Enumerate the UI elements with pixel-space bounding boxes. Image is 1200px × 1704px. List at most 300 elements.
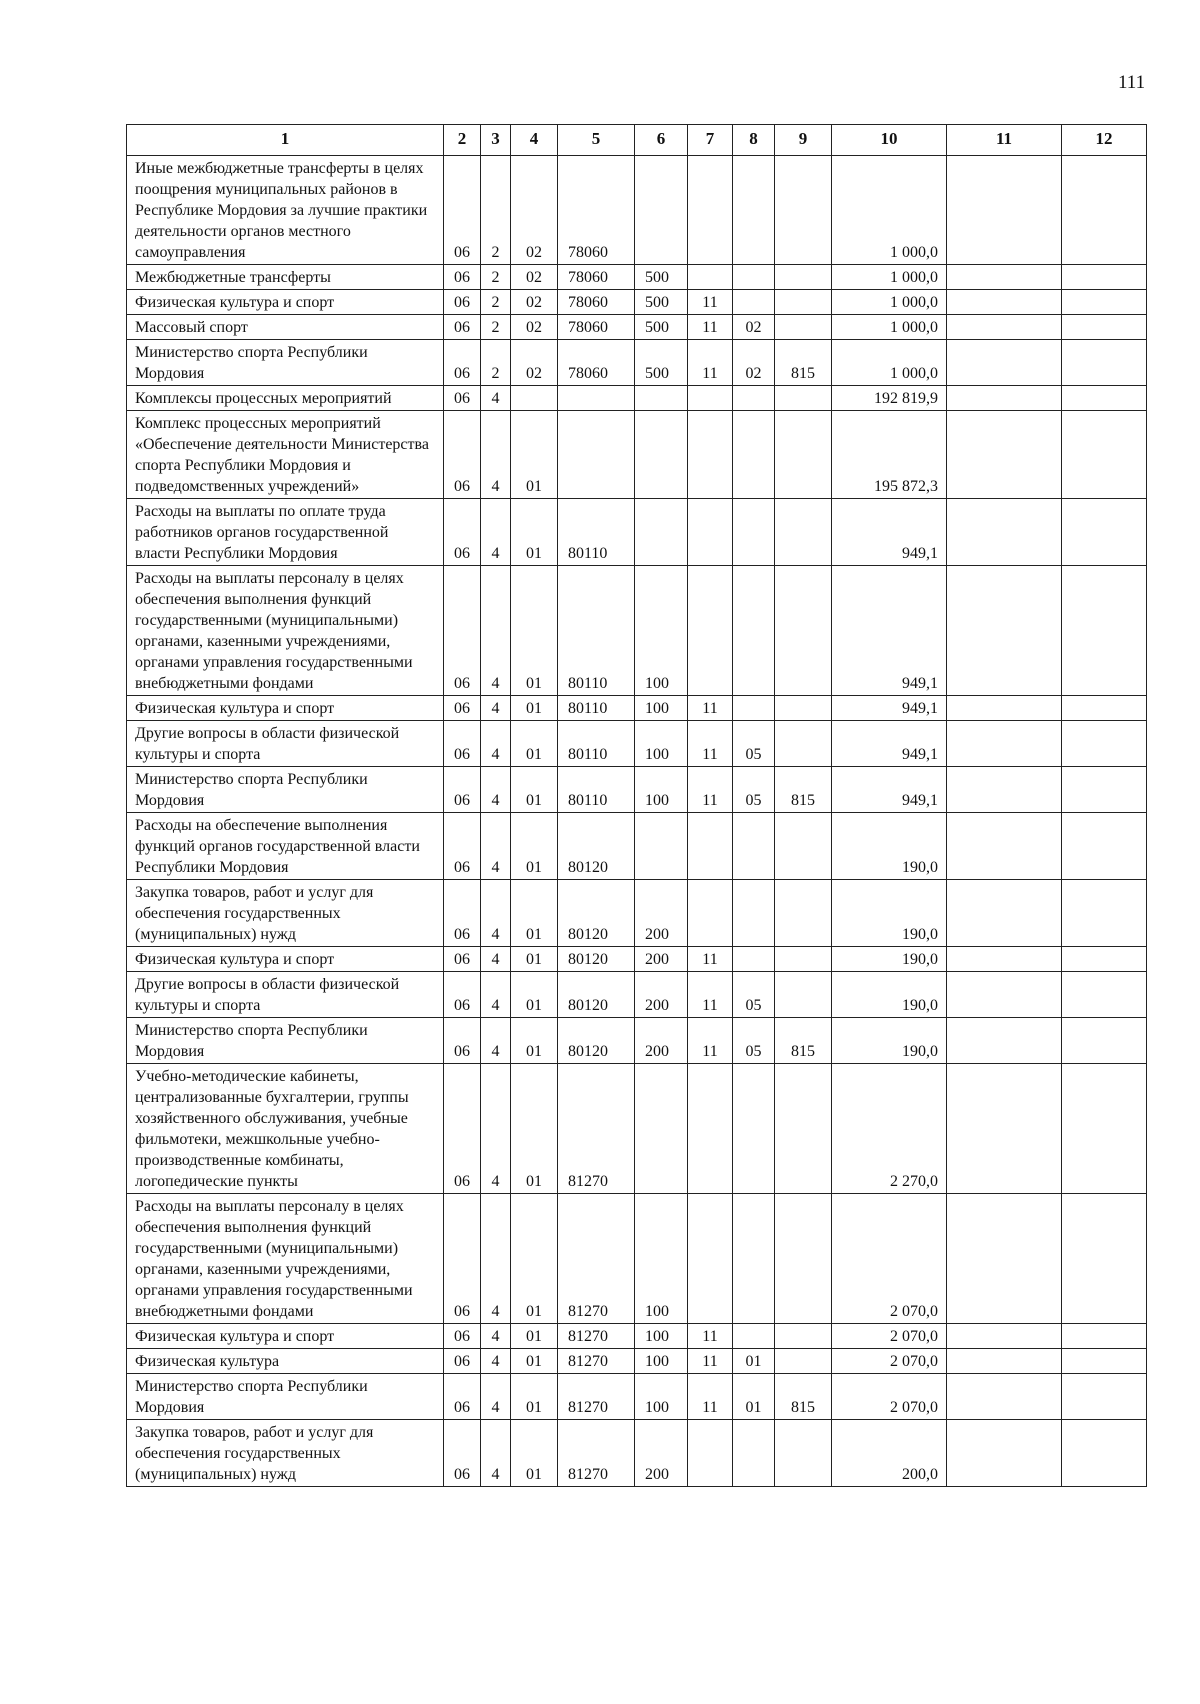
amount-cell-11 bbox=[947, 1420, 1062, 1487]
row-name-cell: Расходы на выплаты персоналу в целях обеспечения выполнения функций государственными (муниципальными) органами, казенными учреждениями, органами управления государственными внебюджетными фондами bbox=[127, 1194, 444, 1324]
ministry-code-cell bbox=[775, 813, 832, 880]
table-row bbox=[127, 767, 1147, 813]
event-code-cell: 01 bbox=[511, 813, 558, 880]
row-name-cell: Массовый спорт bbox=[127, 315, 444, 340]
event-code-cell: 01 bbox=[511, 1018, 558, 1064]
expense-type-cell: 500 bbox=[635, 315, 688, 340]
ministry-code-cell bbox=[775, 386, 832, 411]
amount-cell-11 bbox=[947, 1374, 1062, 1420]
section-code-cell: 06 bbox=[444, 880, 481, 947]
table-row bbox=[127, 499, 1147, 566]
amount-cell: 195 872,3 bbox=[832, 411, 947, 499]
division-cell: 11 bbox=[688, 1349, 733, 1374]
ministry-code-cell bbox=[775, 566, 832, 696]
event-code-cell: 01 bbox=[511, 1324, 558, 1349]
column-header: 5 bbox=[558, 125, 635, 156]
ministry-code-cell bbox=[775, 156, 832, 265]
subprogram-code-cell: 2 bbox=[481, 156, 511, 265]
expense-type-cell: 200 bbox=[635, 880, 688, 947]
event-code-cell: 01 bbox=[511, 411, 558, 499]
section-code-cell: 06 bbox=[444, 1349, 481, 1374]
amount-cell: 2 070,0 bbox=[832, 1324, 947, 1349]
amount-cell-11 bbox=[947, 1018, 1062, 1064]
row-name-cell: Иные межбюджетные трансферты в целях поощрения муниципальных районов в Республике Мордовия за лучшие практики деятельности органов местного самоуправления bbox=[127, 156, 444, 265]
expense-type-cell: 200 bbox=[635, 947, 688, 972]
section-code-cell: 06 bbox=[444, 1018, 481, 1064]
ministry-code-cell bbox=[775, 972, 832, 1018]
section-code-cell: 06 bbox=[444, 156, 481, 265]
column-header: 6 bbox=[635, 125, 688, 156]
subdivision-cell bbox=[733, 499, 775, 566]
amount-cell-11 bbox=[947, 1349, 1062, 1374]
amount-cell: 1 000,0 bbox=[832, 265, 947, 290]
subdivision-cell: 05 bbox=[733, 1018, 775, 1064]
expense-type-cell: 500 bbox=[635, 265, 688, 290]
row-name-cell: Расходы на обеспечение выполнения функций органов государственной власти Республики Мордовия bbox=[127, 813, 444, 880]
table-row bbox=[127, 813, 1147, 880]
table-row bbox=[127, 1064, 1147, 1194]
amount-cell-11 bbox=[947, 1324, 1062, 1349]
section-code-cell: 06 bbox=[444, 1324, 481, 1349]
budget-table bbox=[126, 124, 1147, 1487]
amount-cell-12 bbox=[1062, 566, 1147, 696]
section-code-cell: 06 bbox=[444, 340, 481, 386]
division-cell: 11 bbox=[688, 340, 733, 386]
amount-cell: 1 000,0 bbox=[832, 340, 947, 386]
event-code-cell: 01 bbox=[511, 880, 558, 947]
subdivision-cell bbox=[733, 566, 775, 696]
column-header: 3 bbox=[481, 125, 511, 156]
amount-cell: 190,0 bbox=[832, 813, 947, 880]
ministry-code-cell bbox=[775, 947, 832, 972]
section-code-cell: 06 bbox=[444, 1064, 481, 1194]
amount-cell-11 bbox=[947, 972, 1062, 1018]
subdivision-cell bbox=[733, 947, 775, 972]
event-code-cell: 01 bbox=[511, 566, 558, 696]
event-code-cell: 02 bbox=[511, 340, 558, 386]
section-code-cell: 06 bbox=[444, 813, 481, 880]
section-code-cell: 06 bbox=[444, 696, 481, 721]
division-cell bbox=[688, 411, 733, 499]
ministry-code-cell bbox=[775, 1064, 832, 1194]
event-code-cell: 01 bbox=[511, 972, 558, 1018]
subdivision-cell bbox=[733, 1420, 775, 1487]
table-row bbox=[127, 566, 1147, 696]
expense-type-cell: 200 bbox=[635, 1018, 688, 1064]
row-name-cell: Физическая культура и спорт bbox=[127, 696, 444, 721]
expense-type-cell: 500 bbox=[635, 290, 688, 315]
amount-cell: 1 000,0 bbox=[832, 156, 947, 265]
amount-cell-12 bbox=[1062, 880, 1147, 947]
division-cell: 11 bbox=[688, 1324, 733, 1349]
division-cell: 11 bbox=[688, 696, 733, 721]
row-name-cell: Закупка товаров, работ и услуг для обеспечения государственных (муниципальных) нужд bbox=[127, 880, 444, 947]
subprogram-code-cell: 2 bbox=[481, 340, 511, 386]
subdivision-cell: 02 bbox=[733, 315, 775, 340]
subprogram-code-cell: 4 bbox=[481, 1374, 511, 1420]
ministry-code-cell bbox=[775, 880, 832, 947]
section-code-cell: 06 bbox=[444, 499, 481, 566]
amount-cell-12 bbox=[1062, 340, 1147, 386]
subprogram-code-cell: 4 bbox=[481, 880, 511, 947]
row-name-cell: Межбюджетные трансферты bbox=[127, 265, 444, 290]
amount-cell-12 bbox=[1062, 1064, 1147, 1194]
direction-code-cell: 78060 bbox=[558, 156, 635, 265]
event-code-cell: 02 bbox=[511, 290, 558, 315]
subprogram-code-cell: 4 bbox=[481, 1018, 511, 1064]
row-name-cell: Учебно-методические кабинеты, централизованные бухгалтерии, группы хозяйственного обслуживания, учебные фильмотеки, межшкольные учебно-производственные комбинаты, логопедические пункты bbox=[127, 1064, 444, 1194]
expense-type-cell bbox=[635, 386, 688, 411]
subprogram-code-cell: 4 bbox=[481, 566, 511, 696]
amount-cell: 190,0 bbox=[832, 880, 947, 947]
column-header: 2 bbox=[444, 125, 481, 156]
subdivision-cell: 01 bbox=[733, 1374, 775, 1420]
division-cell: 11 bbox=[688, 1018, 733, 1064]
section-code-cell: 06 bbox=[444, 972, 481, 1018]
direction-code-cell: 81270 bbox=[558, 1064, 635, 1194]
table-row bbox=[127, 1349, 1147, 1374]
division-cell: 11 bbox=[688, 947, 733, 972]
ministry-code-cell: 815 bbox=[775, 1374, 832, 1420]
column-header: 7 bbox=[688, 125, 733, 156]
division-cell bbox=[688, 813, 733, 880]
row-name-cell: Физическая культура и спорт bbox=[127, 947, 444, 972]
row-name-cell: Расходы на выплаты персоналу в целях обеспечения выполнения функций государственными (муниципальными) органами, казенными учреждениями, органами управления государственными внебюджетными фондами bbox=[127, 566, 444, 696]
direction-code-cell: 80110 bbox=[558, 696, 635, 721]
row-name-cell: Другие вопросы в области физической культуры и спорта bbox=[127, 721, 444, 767]
row-name-cell: Комплекс процессных мероприятий «Обеспечение деятельности Министерства спорта Республики Мордовия и подведомственных учреждений» bbox=[127, 411, 444, 499]
subdivision-cell bbox=[733, 1324, 775, 1349]
direction-code-cell bbox=[558, 411, 635, 499]
event-code-cell bbox=[511, 386, 558, 411]
section-code-cell: 06 bbox=[444, 265, 481, 290]
direction-code-cell: 78060 bbox=[558, 315, 635, 340]
subprogram-code-cell: 2 bbox=[481, 315, 511, 340]
event-code-cell: 01 bbox=[511, 1064, 558, 1194]
subdivision-cell: 05 bbox=[733, 767, 775, 813]
direction-code-cell: 80120 bbox=[558, 813, 635, 880]
amount-cell-12 bbox=[1062, 315, 1147, 340]
ministry-code-cell bbox=[775, 1194, 832, 1324]
event-code-cell: 01 bbox=[511, 1349, 558, 1374]
direction-code-cell: 81270 bbox=[558, 1349, 635, 1374]
row-name-cell: Физическая культура bbox=[127, 1349, 444, 1374]
subdivision-cell bbox=[733, 1064, 775, 1194]
row-name-cell: Другие вопросы в области физической культуры и спорта bbox=[127, 972, 444, 1018]
subdivision-cell bbox=[733, 386, 775, 411]
direction-code-cell: 78060 bbox=[558, 265, 635, 290]
table-row bbox=[127, 315, 1147, 340]
row-name-cell: Министерство спорта Республики Мордовия bbox=[127, 1018, 444, 1064]
expense-type-cell bbox=[635, 499, 688, 566]
event-code-cell: 01 bbox=[511, 1420, 558, 1487]
direction-code-cell: 80120 bbox=[558, 880, 635, 947]
subdivision-cell bbox=[733, 813, 775, 880]
division-cell: 11 bbox=[688, 315, 733, 340]
amount-cell-11 bbox=[947, 947, 1062, 972]
amount-cell: 2 070,0 bbox=[832, 1194, 947, 1324]
amount-cell: 949,1 bbox=[832, 499, 947, 566]
section-code-cell: 06 bbox=[444, 1374, 481, 1420]
ministry-code-cell bbox=[775, 721, 832, 767]
subprogram-code-cell: 4 bbox=[481, 1324, 511, 1349]
ministry-code-cell: 815 bbox=[775, 340, 832, 386]
direction-code-cell: 81270 bbox=[558, 1324, 635, 1349]
subdivision-cell: 02 bbox=[733, 340, 775, 386]
subdivision-cell: 05 bbox=[733, 972, 775, 1018]
header-row bbox=[127, 125, 1147, 156]
table-row bbox=[127, 721, 1147, 767]
amount-cell-12 bbox=[1062, 411, 1147, 499]
column-header: 4 bbox=[511, 125, 558, 156]
ministry-code-cell bbox=[775, 411, 832, 499]
section-code-cell: 06 bbox=[444, 947, 481, 972]
table-row bbox=[127, 411, 1147, 499]
subdivision-cell bbox=[733, 265, 775, 290]
division-cell bbox=[688, 156, 733, 265]
amount-cell: 2 270,0 bbox=[832, 1064, 947, 1194]
table-row bbox=[127, 972, 1147, 1018]
subprogram-code-cell: 4 bbox=[481, 696, 511, 721]
expense-type-cell bbox=[635, 813, 688, 880]
section-code-cell: 06 bbox=[444, 1420, 481, 1487]
expense-type-cell: 100 bbox=[635, 696, 688, 721]
amount-cell-12 bbox=[1062, 721, 1147, 767]
subprogram-code-cell: 4 bbox=[481, 499, 511, 566]
amount-cell-11 bbox=[947, 386, 1062, 411]
section-code-cell: 06 bbox=[444, 290, 481, 315]
amount-cell-12 bbox=[1062, 972, 1147, 1018]
table-row bbox=[127, 1374, 1147, 1420]
amount-cell: 200,0 bbox=[832, 1420, 947, 1487]
subprogram-code-cell: 4 bbox=[481, 972, 511, 1018]
column-header: 10 bbox=[832, 125, 947, 156]
column-header: 8 bbox=[733, 125, 775, 156]
division-cell: 11 bbox=[688, 1374, 733, 1420]
amount-cell: 190,0 bbox=[832, 972, 947, 1018]
direction-code-cell: 81270 bbox=[558, 1420, 635, 1487]
subdivision-cell: 05 bbox=[733, 721, 775, 767]
section-code-cell: 06 bbox=[444, 315, 481, 340]
subprogram-code-cell: 4 bbox=[481, 947, 511, 972]
subprogram-code-cell: 4 bbox=[481, 1420, 511, 1487]
amount-cell-11 bbox=[947, 290, 1062, 315]
amount-cell-12 bbox=[1062, 1420, 1147, 1487]
table-row bbox=[127, 1018, 1147, 1064]
subdivision-cell: 01 bbox=[733, 1349, 775, 1374]
direction-code-cell bbox=[558, 386, 635, 411]
amount-cell-11 bbox=[947, 340, 1062, 386]
ministry-code-cell bbox=[775, 315, 832, 340]
event-code-cell: 01 bbox=[511, 767, 558, 813]
expense-type-cell: 100 bbox=[635, 566, 688, 696]
amount-cell-11 bbox=[947, 315, 1062, 340]
table-row bbox=[127, 947, 1147, 972]
ministry-code-cell bbox=[775, 265, 832, 290]
amount-cell: 1 000,0 bbox=[832, 290, 947, 315]
subprogram-code-cell: 4 bbox=[481, 813, 511, 880]
amount-cell-12 bbox=[1062, 1324, 1147, 1349]
amount-cell-12 bbox=[1062, 947, 1147, 972]
amount-cell: 949,1 bbox=[832, 696, 947, 721]
expense-type-cell: 200 bbox=[635, 972, 688, 1018]
expense-type-cell bbox=[635, 1064, 688, 1194]
expense-type-cell: 200 bbox=[635, 1420, 688, 1487]
amount-cell-11 bbox=[947, 411, 1062, 499]
expense-type-cell: 500 bbox=[635, 340, 688, 386]
amount-cell-12 bbox=[1062, 156, 1147, 265]
amount-cell-12 bbox=[1062, 386, 1147, 411]
subprogram-code-cell: 4 bbox=[481, 411, 511, 499]
ministry-code-cell bbox=[775, 696, 832, 721]
ministry-code-cell bbox=[775, 1349, 832, 1374]
expense-type-cell: 100 bbox=[635, 767, 688, 813]
section-code-cell: 06 bbox=[444, 566, 481, 696]
row-name-cell: Физическая культура и спорт bbox=[127, 1324, 444, 1349]
direction-code-cell: 80110 bbox=[558, 767, 635, 813]
amount-cell-12 bbox=[1062, 767, 1147, 813]
amount-cell-11 bbox=[947, 813, 1062, 880]
subprogram-code-cell: 2 bbox=[481, 265, 511, 290]
amount-cell: 949,1 bbox=[832, 721, 947, 767]
ministry-code-cell bbox=[775, 1324, 832, 1349]
division-cell bbox=[688, 265, 733, 290]
event-code-cell: 01 bbox=[511, 721, 558, 767]
amount-cell-11 bbox=[947, 721, 1062, 767]
expense-type-cell bbox=[635, 411, 688, 499]
event-code-cell: 01 bbox=[511, 947, 558, 972]
amount-cell-12 bbox=[1062, 290, 1147, 315]
expense-type-cell bbox=[635, 156, 688, 265]
amount-cell-12 bbox=[1062, 1349, 1147, 1374]
column-header: 11 bbox=[947, 125, 1062, 156]
amount-cell-12 bbox=[1062, 813, 1147, 880]
direction-code-cell: 81270 bbox=[558, 1374, 635, 1420]
table-row bbox=[127, 265, 1147, 290]
expense-type-cell: 100 bbox=[635, 1324, 688, 1349]
amount-cell-12 bbox=[1062, 696, 1147, 721]
amount-cell-12 bbox=[1062, 1018, 1147, 1064]
table-row bbox=[127, 880, 1147, 947]
expense-type-cell: 100 bbox=[635, 721, 688, 767]
division-cell bbox=[688, 880, 733, 947]
row-name-cell: Расходы на выплаты по оплате труда работников органов государственной власти Республики Мордовия bbox=[127, 499, 444, 566]
subdivision-cell bbox=[733, 696, 775, 721]
division-cell: 11 bbox=[688, 972, 733, 1018]
amount-cell: 949,1 bbox=[832, 767, 947, 813]
subprogram-code-cell: 4 bbox=[481, 1194, 511, 1324]
direction-code-cell: 80120 bbox=[558, 972, 635, 1018]
amount-cell: 1 000,0 bbox=[832, 315, 947, 340]
expense-type-cell: 100 bbox=[635, 1349, 688, 1374]
section-code-cell: 06 bbox=[444, 386, 481, 411]
division-cell bbox=[688, 1064, 733, 1194]
table-row bbox=[127, 290, 1147, 315]
event-code-cell: 01 bbox=[511, 499, 558, 566]
division-cell bbox=[688, 499, 733, 566]
ministry-code-cell: 815 bbox=[775, 767, 832, 813]
event-code-cell: 02 bbox=[511, 315, 558, 340]
expense-type-cell: 100 bbox=[635, 1194, 688, 1324]
subdivision-cell bbox=[733, 411, 775, 499]
section-code-cell: 06 bbox=[444, 767, 481, 813]
direction-code-cell: 80110 bbox=[558, 499, 635, 566]
row-name-cell: Физическая культура и спорт bbox=[127, 290, 444, 315]
amount-cell-11 bbox=[947, 566, 1062, 696]
row-name-cell: Комплексы процессных мероприятий bbox=[127, 386, 444, 411]
expense-type-cell: 100 bbox=[635, 1374, 688, 1420]
subprogram-code-cell: 4 bbox=[481, 1349, 511, 1374]
event-code-cell: 01 bbox=[511, 1194, 558, 1324]
row-name-cell: Закупка товаров, работ и услуг для обеспечения государственных (муниципальных) нужд bbox=[127, 1420, 444, 1487]
division-cell: 11 bbox=[688, 767, 733, 813]
amount-cell-11 bbox=[947, 1064, 1062, 1194]
direction-code-cell: 80120 bbox=[558, 1018, 635, 1064]
direction-code-cell: 80110 bbox=[558, 721, 635, 767]
amount-cell: 2 070,0 bbox=[832, 1349, 947, 1374]
amount-cell-11 bbox=[947, 265, 1062, 290]
section-code-cell: 06 bbox=[444, 721, 481, 767]
subprogram-code-cell: 4 bbox=[481, 767, 511, 813]
division-cell bbox=[688, 386, 733, 411]
subdivision-cell bbox=[733, 290, 775, 315]
column-header: 12 bbox=[1062, 125, 1147, 156]
division-cell bbox=[688, 566, 733, 696]
amount-cell-11 bbox=[947, 880, 1062, 947]
amount-cell-11 bbox=[947, 156, 1062, 265]
table-row bbox=[127, 156, 1147, 265]
direction-code-cell: 80110 bbox=[558, 566, 635, 696]
row-name-cell: Министерство спорта Республики Мордовия bbox=[127, 767, 444, 813]
subdivision-cell bbox=[733, 1194, 775, 1324]
table-row bbox=[127, 340, 1147, 386]
subprogram-code-cell: 4 bbox=[481, 386, 511, 411]
amount-cell: 2 070,0 bbox=[832, 1374, 947, 1420]
amount-cell-12 bbox=[1062, 1194, 1147, 1324]
division-cell bbox=[688, 1420, 733, 1487]
event-code-cell: 02 bbox=[511, 156, 558, 265]
table-row bbox=[127, 1420, 1147, 1487]
direction-code-cell: 78060 bbox=[558, 340, 635, 386]
table-row bbox=[127, 386, 1147, 411]
event-code-cell: 01 bbox=[511, 696, 558, 721]
column-header: 1 bbox=[127, 125, 444, 156]
amount-cell: 949,1 bbox=[832, 566, 947, 696]
section-code-cell: 06 bbox=[444, 411, 481, 499]
ministry-code-cell bbox=[775, 290, 832, 315]
amount-cell-12 bbox=[1062, 265, 1147, 290]
division-cell bbox=[688, 1194, 733, 1324]
subdivision-cell bbox=[733, 156, 775, 265]
division-cell: 11 bbox=[688, 721, 733, 767]
amount-cell-11 bbox=[947, 499, 1062, 566]
ministry-code-cell: 815 bbox=[775, 1018, 832, 1064]
page-number: 111 bbox=[1118, 72, 1146, 93]
ministry-code-cell bbox=[775, 499, 832, 566]
table-row bbox=[127, 1194, 1147, 1324]
amount-cell: 190,0 bbox=[832, 1018, 947, 1064]
row-name-cell: Министерство спорта Республики Мордовия bbox=[127, 1374, 444, 1420]
amount-cell-11 bbox=[947, 696, 1062, 721]
subprogram-code-cell: 4 bbox=[481, 721, 511, 767]
table-row bbox=[127, 1324, 1147, 1349]
subprogram-code-cell: 2 bbox=[481, 290, 511, 315]
table-body bbox=[127, 156, 1147, 1487]
amount-cell-11 bbox=[947, 1194, 1062, 1324]
direction-code-cell: 81270 bbox=[558, 1194, 635, 1324]
amount-cell: 190,0 bbox=[832, 947, 947, 972]
amount-cell: 192 819,9 bbox=[832, 386, 947, 411]
